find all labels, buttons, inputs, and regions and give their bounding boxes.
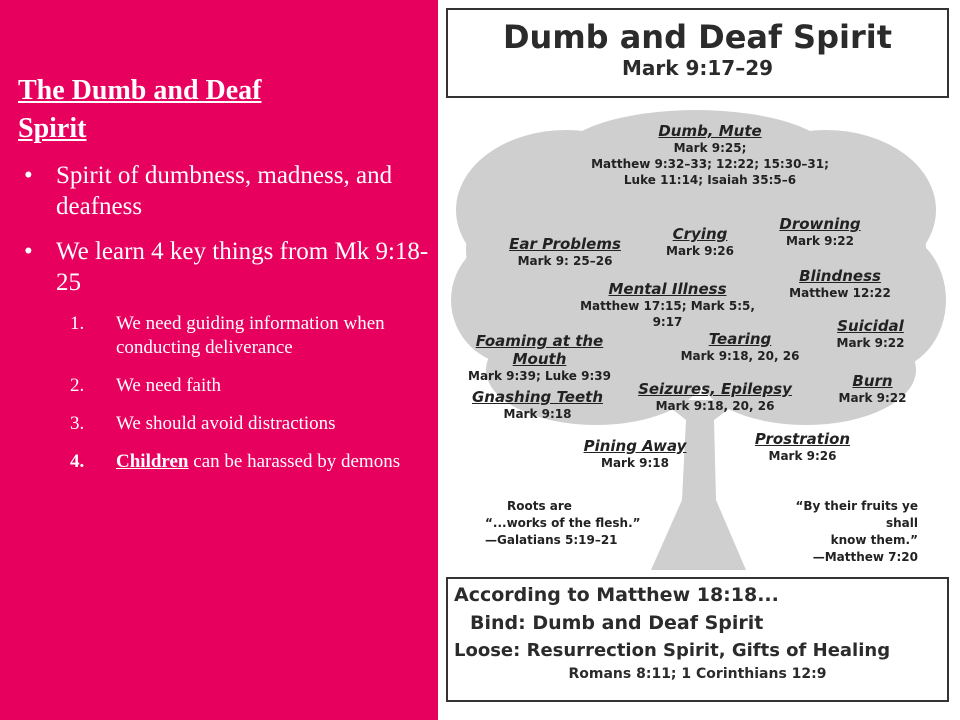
bullet-list: [18, 160, 438, 298]
poster-header: [446, 8, 949, 98]
label-heading: Pining Away: [583, 437, 687, 455]
label-heading: Tearing: [708, 330, 772, 348]
label-ref: Mark 9:22: [786, 234, 854, 248]
tree-label-crying: [660, 225, 740, 259]
label-ref: Mark 9:18, 20, 26: [655, 399, 775, 413]
label-ref: Matthew 12:22: [789, 286, 891, 300]
numbered-list: [18, 312, 438, 474]
item-number: 3.: [70, 413, 85, 434]
poster-reference: Mark 9:17–29: [621, 56, 774, 80]
label-heading: Prostration: [754, 430, 851, 448]
label-ref: Mark 9:18: [601, 456, 669, 470]
item-text: We need guiding information when conducting deliverance: [116, 313, 385, 358]
label-heading: Burn: [852, 372, 893, 390]
tree-label-prostration: [740, 430, 865, 464]
quote-line: —Galatians 5:19–21: [485, 533, 618, 547]
label-ref: Mark 9: 25–26: [517, 254, 613, 268]
footer-line-4: Romans 8:11; 1 Corinthians 12:9: [568, 666, 827, 682]
tree-label-tearing: [670, 330, 810, 364]
footer-line-3: Loose: Resurrection Spirit, Gifts of Healing: [454, 640, 891, 661]
tree-label-pining-away: [575, 437, 695, 471]
label-heading: Suicidal: [837, 317, 904, 335]
tree-label-ear-problems: [500, 235, 630, 269]
label-heading: Blindness: [799, 267, 881, 285]
bullet-text: We learn 4 key things from Mk 9:18-25: [56, 238, 429, 296]
tree-label-gnashing-teeth: [465, 388, 610, 422]
numbered-item: [18, 374, 438, 398]
tree-label-blindness: [785, 267, 895, 301]
label-ref: Mark 9:22: [838, 391, 907, 405]
slide-text-panel: [18, 72, 438, 488]
item-text: We need faith: [116, 375, 222, 396]
tree-label-burn: [830, 372, 915, 406]
label-heading: Drowning: [779, 215, 861, 233]
label-heading: Dumb, Mute: [658, 122, 762, 140]
poster-title: Dumb and Deaf Spirit: [502, 18, 893, 56]
label-heading: Foaming at the Mouth: [475, 332, 604, 368]
label-ref: Matthew 17:15; Mark 5:5, 9:17: [580, 299, 755, 329]
fruits-quote: [760, 498, 918, 566]
quote-line: “By their fruits ye shall: [795, 499, 918, 530]
roots-quote: [485, 498, 641, 549]
item-number: 4.: [70, 451, 85, 472]
label-ref: Mark 9:22: [836, 336, 905, 350]
bullet-item: [18, 236, 438, 298]
label-heading: Seizures, Epilepsy: [638, 380, 792, 398]
poster-footer: [446, 577, 949, 702]
bullet-item: • Spirit of dumbness, madness, and deafness: [18, 160, 438, 222]
label-heading: Gnashing Teeth: [472, 388, 603, 406]
tree-label-suicidal: [828, 317, 913, 351]
title-line-1: The Dumb and Deaf: [18, 75, 262, 106]
tree-label-seizures: [630, 380, 800, 414]
footer-line-2: Bind: Dumb and Deaf Spirit: [470, 612, 764, 634]
numbered-item: [18, 450, 438, 474]
quote-line: “...works of the flesh.”: [485, 516, 641, 530]
title-line-2: Spirit: [18, 113, 87, 144]
label-ref: Mark 9:26: [666, 244, 734, 258]
label-heading: Ear Problems: [509, 235, 621, 253]
quote-line: Roots are: [507, 499, 572, 513]
item-text: can be harassed by demons: [188, 451, 401, 472]
item-number: 2.: [70, 375, 85, 396]
tree-label-dumb-mute: [540, 122, 880, 188]
item-text: We should avoid distractions: [116, 413, 336, 434]
footer-line-1: According to Matthew 18:18...: [454, 584, 779, 606]
numbered-item: [18, 312, 438, 360]
label-heading: Mental Illness: [608, 280, 727, 298]
item-number: 1.: [70, 313, 85, 334]
tree-label-foaming: [452, 332, 627, 384]
item-emphasis: Children: [116, 451, 189, 472]
label-ref: Mark 9:39; Luke 9:39: [468, 369, 611, 383]
label-ref: Matthew 9:32–33; 12:22; 15:30–31;: [591, 157, 829, 171]
tree-label-drowning: [775, 215, 865, 249]
label-ref: Mark 9:26: [768, 449, 837, 463]
tree-label-mental-illness: [565, 280, 770, 330]
label-heading: Crying: [672, 225, 728, 243]
label-ref: Mark 9:25;: [673, 141, 747, 155]
quote-line: —Matthew 7:20: [812, 550, 918, 564]
label-ref: Luke 11:14; Isaiah 35:5–6: [623, 173, 797, 187]
quote-line: know them.”: [830, 533, 918, 547]
label-ref: Mark 9:18: [503, 407, 572, 421]
slide-title: [18, 72, 438, 148]
numbered-item: [18, 412, 438, 436]
label-ref: Mark 9:18, 20, 26: [680, 349, 800, 363]
